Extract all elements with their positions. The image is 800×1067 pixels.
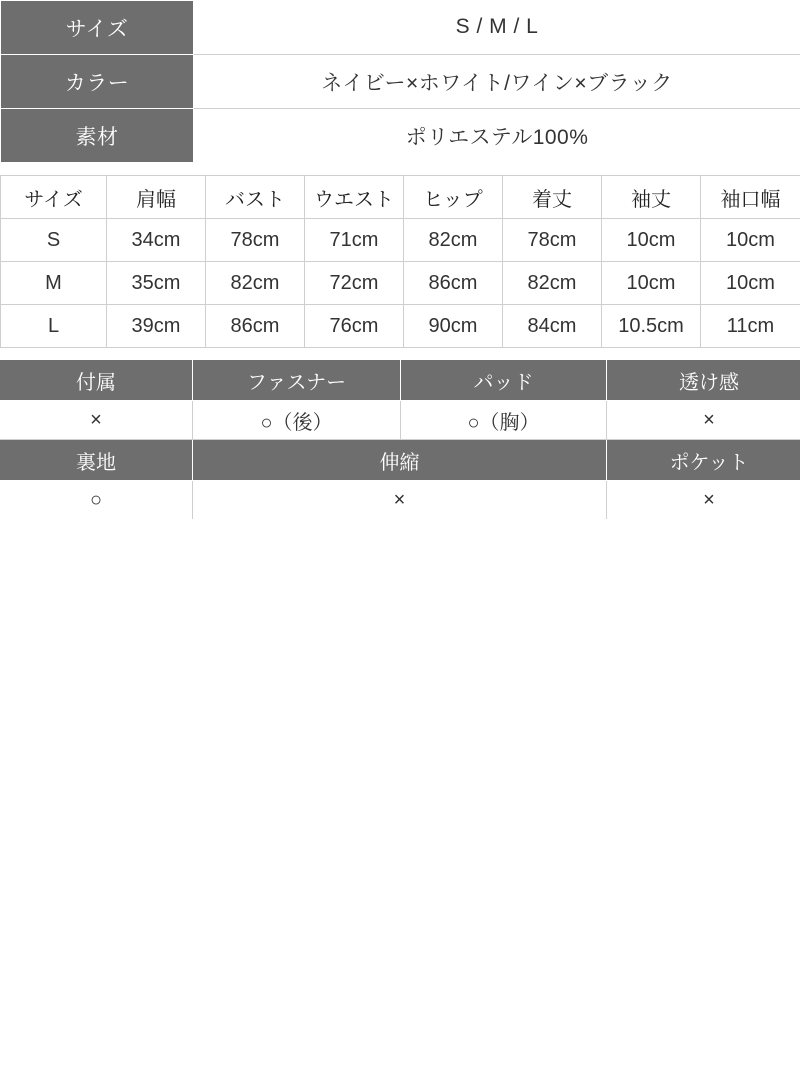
measurement-cell: 86cm xyxy=(404,262,503,305)
attribute-header-stretch: 伸縮 xyxy=(193,440,607,481)
attribute-value-lining: ○ xyxy=(0,481,193,520)
measurement-cell: 76cm xyxy=(305,305,404,348)
measurement-cell: 82cm xyxy=(404,219,503,262)
measurement-cell: M xyxy=(1,262,107,305)
table-header-row xyxy=(0,440,800,481)
attribute-value-stretch: × xyxy=(193,481,607,520)
attribute-value-zipper: ○（後） xyxy=(193,401,401,440)
spec-value-size: S / M / L xyxy=(194,1,800,55)
measurement-header-bust: バスト xyxy=(206,176,305,219)
table-row xyxy=(1,262,800,305)
measurement-cell: 35cm xyxy=(107,262,206,305)
spec-table xyxy=(0,0,800,163)
measurement-cell: 11cm xyxy=(701,305,800,348)
table-row xyxy=(1,305,800,348)
measurement-cell: L xyxy=(1,305,107,348)
measurement-table xyxy=(0,175,800,348)
measurement-cell: 72cm xyxy=(305,262,404,305)
measurement-header-cuff-width: 袖口幅 xyxy=(701,176,800,219)
attribute-header-accessory: 付属 xyxy=(0,360,193,401)
attribute-value-accessory: × xyxy=(0,401,193,440)
measurement-cell: 84cm xyxy=(503,305,602,348)
attribute-table xyxy=(0,360,800,519)
measurement-cell: 82cm xyxy=(503,262,602,305)
measurement-header-size: サイズ xyxy=(1,176,107,219)
attribute-header-sheerness: 透け感 xyxy=(607,360,800,401)
measurement-header-length: 着丈 xyxy=(503,176,602,219)
table-row xyxy=(0,481,800,520)
attribute-value-pad: ○（胸） xyxy=(401,401,607,440)
measurement-cell: 90cm xyxy=(404,305,503,348)
attribute-header-lining: 裏地 xyxy=(0,440,193,481)
measurement-cell: 10cm xyxy=(602,219,701,262)
table-row xyxy=(1,55,800,109)
table-row xyxy=(1,1,800,55)
table-header-row xyxy=(0,360,800,401)
measurement-cell: S xyxy=(1,219,107,262)
spec-value-color: ネイビー×ホワイト/ワイン×ブラック xyxy=(194,55,800,109)
measurement-cell: 78cm xyxy=(206,219,305,262)
spec-label-size: サイズ xyxy=(1,1,194,55)
spec-label-material: 素材 xyxy=(1,109,194,163)
measurement-cell: 34cm xyxy=(107,219,206,262)
attribute-header-pad: パッド xyxy=(401,360,607,401)
measurement-header-shoulder: 肩幅 xyxy=(107,176,206,219)
table-header-row xyxy=(1,176,800,219)
measurement-cell: 78cm xyxy=(503,219,602,262)
measurement-cell: 86cm xyxy=(206,305,305,348)
measurement-cell: 71cm xyxy=(305,219,404,262)
attribute-header-pocket: ポケット xyxy=(607,440,800,481)
measurement-cell: 10cm xyxy=(602,262,701,305)
spec-label-color: カラー xyxy=(1,55,194,109)
spacer xyxy=(0,163,800,175)
measurement-cell: 82cm xyxy=(206,262,305,305)
attribute-value-pocket: × xyxy=(607,481,800,520)
measurement-cell: 10.5cm xyxy=(602,305,701,348)
table-row xyxy=(0,401,800,440)
measurement-header-waist: ウエスト xyxy=(305,176,404,219)
spacer xyxy=(0,348,800,360)
spec-value-material: ポリエステル100% xyxy=(194,109,800,163)
attribute-header-zipper: ファスナー xyxy=(193,360,401,401)
measurement-header-sleeve-length: 袖丈 xyxy=(602,176,701,219)
table-row xyxy=(1,109,800,163)
attribute-value-sheerness: × xyxy=(607,401,800,440)
measurement-cell: 10cm xyxy=(701,262,800,305)
measurement-cell: 39cm xyxy=(107,305,206,348)
table-row xyxy=(1,219,800,262)
measurement-header-hip: ヒップ xyxy=(404,176,503,219)
measurement-cell: 10cm xyxy=(701,219,800,262)
